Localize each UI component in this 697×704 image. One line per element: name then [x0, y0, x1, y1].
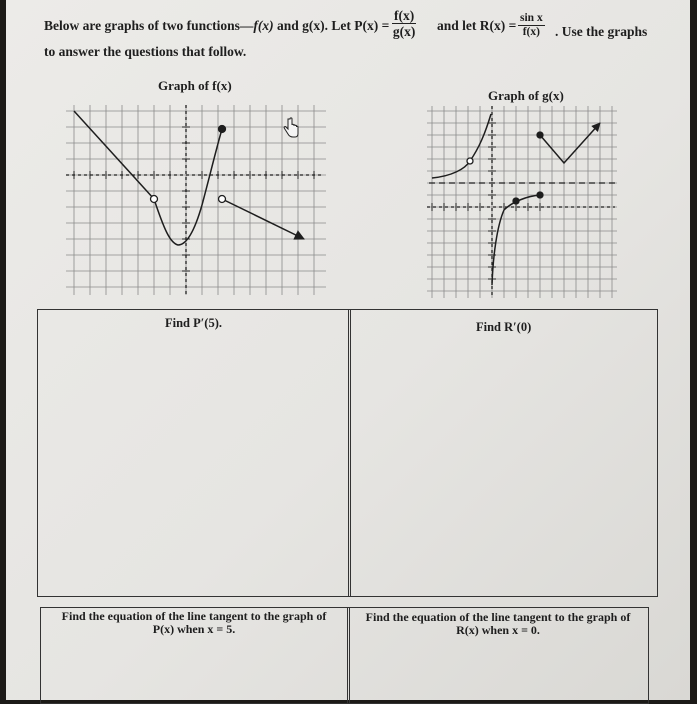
- r-definition-fraction: [518, 12, 545, 39]
- answer-box-find-p-prime[interactable]: [37, 309, 351, 597]
- question-find-p-prime: Find P′(5).: [165, 316, 222, 330]
- question-tangent-p-line1: Find the equation of the line tangent to the graph of: [61, 609, 327, 623]
- p-denominator: g(x): [392, 24, 416, 39]
- question-tangent-p: [44, 610, 344, 636]
- question-tangent-r-line2: R(x) when x = 0.: [456, 623, 540, 637]
- intro-text-line2: to answer the questions that follow.: [44, 44, 247, 59]
- intro-text-and-let: and let R(x) =: [437, 18, 517, 33]
- question-tangent-p-line2: P(x) when x = 5.: [152, 622, 236, 636]
- question-tangent-r-line1: Find the equation of the line tangent to the graph of: [365, 610, 631, 624]
- question-find-r-prime: Find R′(0): [476, 320, 532, 334]
- graph-f-curve: [74, 111, 304, 245]
- p-definition-fraction: [392, 8, 416, 39]
- graph-g-title: Graph of g(x): [488, 88, 564, 103]
- question-tangent-r: [351, 611, 645, 637]
- graph-g-tick-marks: [432, 123, 540, 279]
- r-numerator: sin x: [520, 12, 543, 24]
- graph-f-tick-marks: [74, 127, 314, 271]
- r-denominator: f(x): [522, 26, 540, 38]
- graph-g-points: [467, 132, 543, 204]
- answer-box-find-r-prime[interactable]: [348, 309, 658, 597]
- intro-text-start: Below are graphs of two functions—f(x) and g(x). Let P(x) =: [44, 18, 390, 33]
- graph-g: [427, 106, 617, 298]
- graph-f-title: Graph of f(x): [158, 78, 232, 93]
- intro-text-use-graphs: . Use the graphs: [555, 24, 648, 39]
- hand-cursor-icon: [279, 116, 303, 140]
- p-numerator: f(x): [394, 8, 415, 23]
